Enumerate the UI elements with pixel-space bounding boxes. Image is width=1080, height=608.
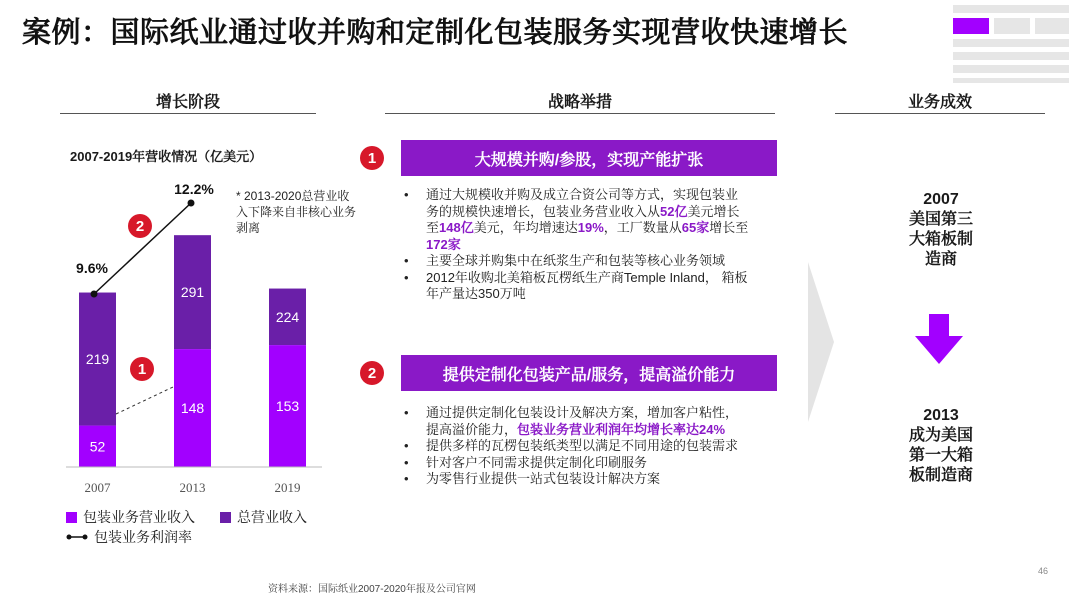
legend-swatch — [66, 512, 77, 523]
divider — [385, 113, 775, 114]
bullet-item — [400, 187, 750, 253]
legend-label: 总营业收入 — [237, 509, 307, 525]
chart-note: * 2013-2020总营业收入下降来自非核心业务剥离 — [236, 189, 357, 235]
bullet-item — [400, 455, 750, 472]
strategy-title-bar: 提供定制化包装产品/服务，提高溢价能力 — [401, 355, 777, 391]
layout-grid-icon — [950, 2, 1072, 84]
bullet-item — [400, 438, 750, 455]
bullet-text: 针对客户不同需求提供定制化印刷服务 — [426, 454, 648, 470]
bullet-item — [400, 471, 750, 488]
bullet-item — [400, 253, 750, 270]
highlight-text: 148亿 — [439, 220, 474, 235]
data-label: 148 — [180, 400, 205, 417]
result-year: 2007 — [923, 191, 959, 208]
bullet-text: 美元，年均增速达 — [473, 220, 578, 235]
result-text: 成为美国第一大箱板制造商 — [908, 427, 973, 484]
result-2007 — [896, 190, 986, 270]
source-note: 资料来源：国际纸业2007-2020年报及公司官网 — [268, 584, 476, 595]
profit-margin-point — [91, 291, 98, 298]
data-label: 291 — [180, 284, 205, 301]
result-text: 美国第三大箱板制造商 — [908, 211, 973, 268]
data-label: 153 — [275, 398, 300, 415]
arrow-down-icon — [915, 314, 963, 364]
strategy-title-bar: 大规模并购/参股，实现产能扩张 — [401, 140, 777, 176]
legend-total-revenue — [220, 507, 307, 527]
result-year: 2013 — [923, 407, 959, 424]
result-2013 — [896, 406, 986, 486]
strategy-bullet-list — [400, 187, 750, 303]
data-label: 219 — [85, 351, 110, 368]
profit-margin-label: 9.6% — [76, 260, 108, 276]
bullet-item — [400, 270, 750, 303]
bullet-text: 通过提供定制化包装设计及解决方案，增加客户粘性，提高溢价能力， — [426, 405, 739, 437]
x-tick-label: 2007 — [84, 480, 111, 495]
highlight-text: 19% — [577, 220, 604, 235]
column-header-growth: 增长阶段 — [155, 94, 220, 111]
data-label: 224 — [275, 308, 300, 325]
legend-packaging-revenue — [66, 507, 195, 527]
page-title: 案例：国际纸业通过收并购和定制化包装服务实现营收快速增长 — [22, 17, 849, 49]
highlight-text: 172家 — [426, 236, 461, 252]
strategy-number-badge: 1 — [360, 146, 384, 170]
x-tick-label: 2019 — [274, 480, 301, 495]
legend-swatch — [220, 512, 231, 523]
profit-margin-label: 12.2% — [174, 181, 214, 197]
legend-profit-margin — [66, 527, 192, 547]
bullet-text: 为零售行业提供一站式包装设计解决方案 — [426, 471, 661, 486]
bullet-text: 主要全球并购集中在纸浆生产和包装等核心业务领域 — [426, 253, 726, 268]
revenue-chart — [0, 0, 340, 510]
highlight-text: 65家 — [681, 220, 710, 235]
profit-margin-point — [188, 200, 195, 207]
line-marker-icon — [66, 532, 88, 542]
dashed-connector — [116, 387, 173, 414]
divider — [835, 113, 1045, 114]
column-header-strategy: 战略举措 — [547, 94, 612, 111]
legend-label: 包装业务营业收入 — [83, 509, 195, 525]
bullet-text: 美元增长至 — [426, 203, 740, 235]
bullet-text: ，工厂数量从 — [603, 220, 682, 235]
highlight-text: 52亿 — [660, 203, 688, 219]
marker-number: 1 — [137, 361, 147, 378]
x-tick-label: 2013 — [179, 480, 206, 495]
marker-number: 2 — [135, 218, 145, 235]
strategy-number-badge: 2 — [360, 361, 384, 385]
legend-label: 包装业务利润率 — [94, 529, 192, 545]
bullet-text: 2012年收购北美箱板瓦楞纸生产商Temple Inland， 箱板年产量达350万吨 — [426, 269, 748, 301]
page-number: 46 — [1038, 566, 1049, 576]
bullet-text: 提供多样的瓦楞包装纸类型以满足不同用途的包装需求 — [426, 438, 739, 453]
column-header-result: 业务成效 — [907, 94, 972, 111]
highlight-text: 包装业务营业利润年均增长率达24% — [517, 421, 726, 437]
data-label: 52 — [89, 438, 106, 455]
strategy-bullet-list — [400, 405, 750, 488]
bullet-text: 通过大规模收并购及成立合资公司等方式，实现包装业务的规模快速增长，包装业务营业收入从 — [426, 187, 739, 219]
chart-title: 2007-2019年营收情况（亿美元） — [70, 149, 263, 164]
bullet-item — [400, 405, 750, 438]
bullet-text: 增长至 — [709, 220, 749, 235]
chevron-right-icon — [808, 262, 834, 422]
